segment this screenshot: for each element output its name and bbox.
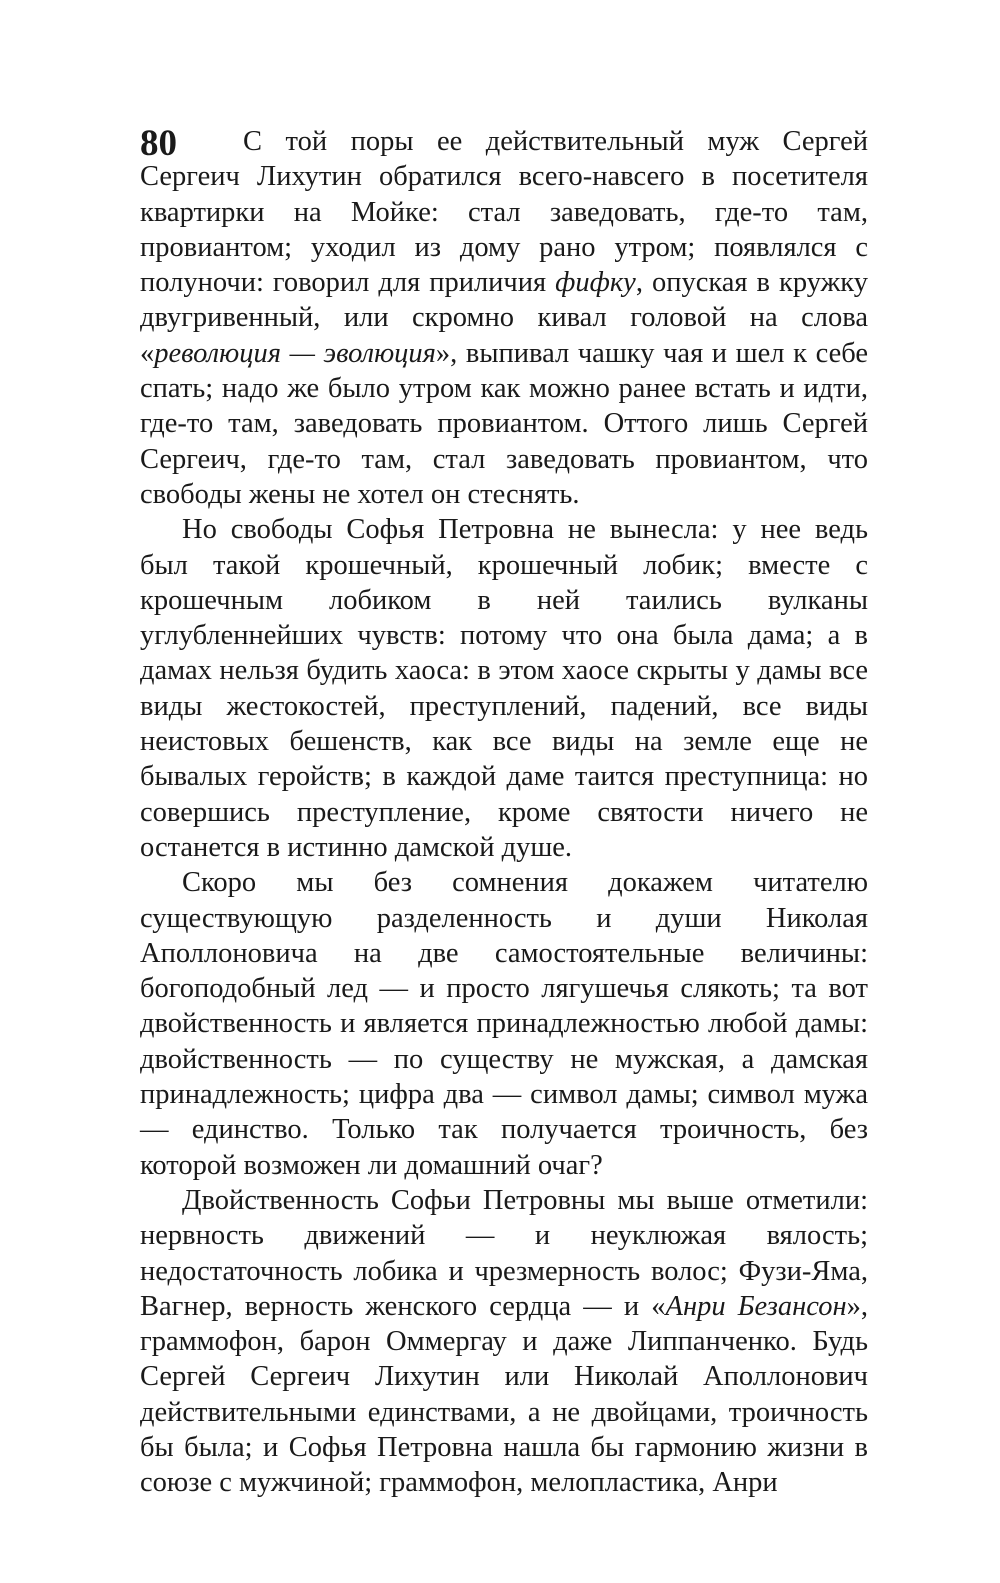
- text-run: », граммофон, барон Оммергау и даже Липпанченко. Будь Сергей Сергеич Лихутин или Николай Аполлонович действительными единствами, а не двойцами, троичность бы была; и Софья Петровна нашла бы гармонию жизни в союзе с мужчиной; граммофон, мелопластика, Анри: [140, 1290, 868, 1499]
- paragraph-2: [140, 512, 868, 865]
- paragraph-3: [140, 865, 868, 1183]
- text-run: Двойственность Софьи Петровны мы выше отметили: нервность движений — и неуклюжая вялость; недостаточность лобика и чрезмерность волос; Фузи-Яма, Вагнер, верность женского сердца — и «: [140, 1184, 868, 1322]
- text-run: , опуская в кружку двугривенный, или скромно кивал головой на слова «: [140, 267, 868, 369]
- italic-text-run: фифку: [555, 267, 636, 299]
- italic-text-run: Анри Безансон: [665, 1290, 847, 1322]
- text-run: », выпивал чашку чая и шел к себе спать; надо же было утром как можно ранее встать и идти, где-то там, заведовать провиантом. Оттого лишь Сергей Сергеич, где-то там, стал заведовать провиантом, что свободы жены не хотел он стеснять.: [140, 337, 868, 510]
- paragraph-4: [140, 1183, 868, 1501]
- page-number: 80: [140, 123, 177, 164]
- body-text: [140, 124, 868, 1501]
- paragraph-1: [140, 124, 868, 512]
- italic-text-run: революция — эволюция: [154, 337, 436, 369]
- text-run: Скоро мы без сомнения докажем читателю существующую разделенность и души Николая Аполлоновича на две самостоятельные величины: богоподобный лед — и просто лягушечья слякоть; та вот двойственность и является принадлежностью любой дамы: двойственность — по существу не мужская, а дамская принадлежность; цифра два — символ дамы; символ мужа — единство. Только так получается троичность, без которой возможен ли домашний очаг?: [140, 867, 868, 1181]
- text-run: С той поры ее действительный муж Сергей Сергеич Лихутин обратился всего-навсего в посетителя квартирки на Мойке: стал заведовать, где-то там, провиантом; уходил из дому рано утром; появлялся с полуночи: говорил для приличия: [140, 126, 868, 299]
- text-run: Но свободы Софья Петровна не вынесла: у нее ведь был такой крошечный, крошечный лобик; вместе с крошечным лобиком в ней таились вулканы углубленнейших чувств: потому что она была дама; а в дамах нельзя будить хаоса: в этом хаосе скрыты у дамы все виды жестокостей, преступлений, падений, все виды неистовых бешенств, как все виды на земле еще не бывалых геройств; в каждой даме таится преступница: но совершись преступление, кроме святости ничего не останется в истинно дамской душе.: [140, 514, 868, 863]
